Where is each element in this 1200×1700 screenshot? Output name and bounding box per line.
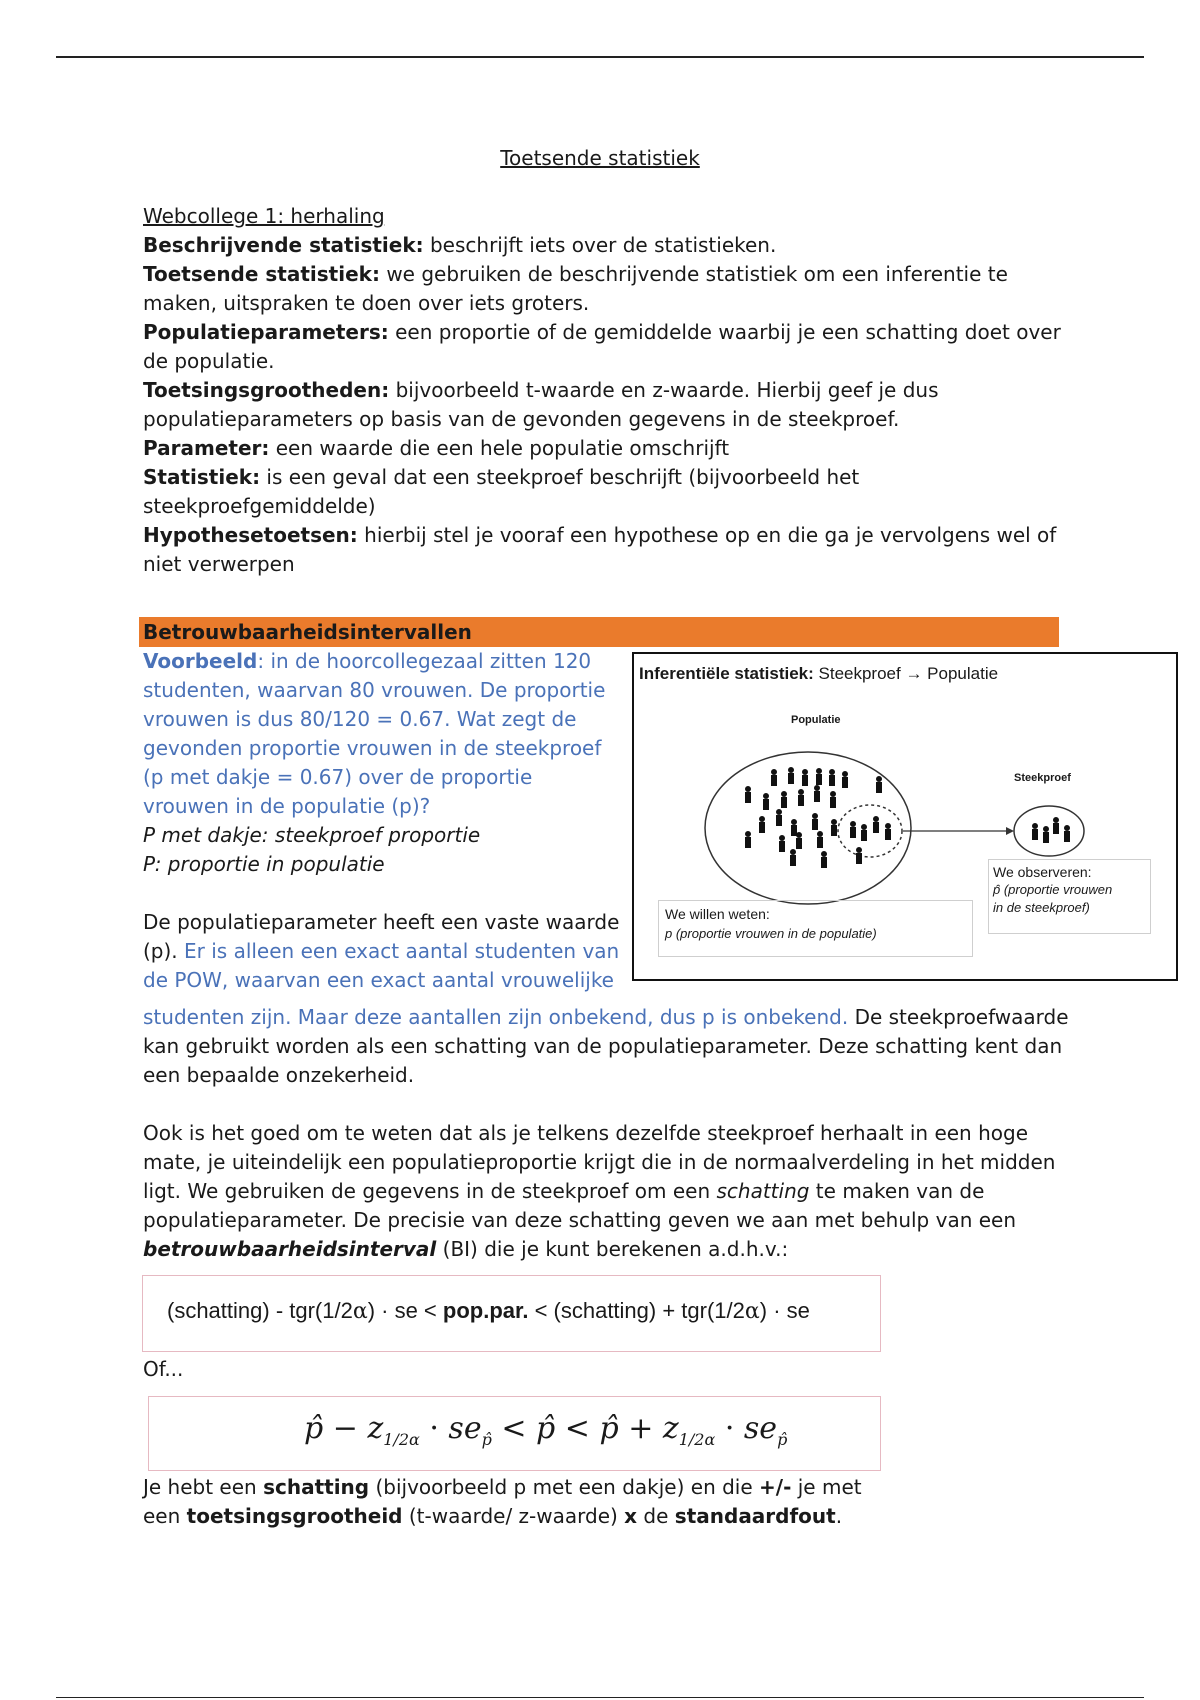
sample-dashed-ellipse bbox=[838, 805, 902, 857]
definition-item: Beschrijvende statistiek: beschrijft iets over de statistieken. bbox=[143, 233, 777, 257]
top-rule bbox=[56, 56, 1144, 58]
definition-item: Populatieparameters: een proportie of de gemiddelde waarbij je een schatting doet over de populatie. bbox=[143, 320, 1061, 373]
definition-item: Hypothesetoetsen: hierbij stel je vooraf een hypothese op en die ga je vervolgens wel of niet verwerpen bbox=[143, 523, 1057, 576]
populatie-label: Populatie bbox=[791, 714, 841, 726]
definition-item: Statistiek: is een geval dat een steekproef beschrijft (bijvoorbeeld het steekproefgemiddelde) bbox=[143, 465, 860, 518]
figure-title: Inferentiële statistiek: Steekproef → Populatie bbox=[639, 664, 999, 683]
definition-item: Toetsende statistiek: we gebruiken de beschrijvende statistiek om een inferentie te maken, uitspraken te doen over iets groters. bbox=[143, 262, 1008, 315]
of-label: Of... bbox=[143, 1357, 184, 1381]
italic-note-1: P met dakje: steekproef proportie bbox=[143, 823, 481, 847]
paragraph-2: Ook is het goed om te weten dat als je telkens dezelfde steekproef herhaalt in een hoge mate, je uiteindelijk een populatieproportie krijgt die in de normaalverdeling in het midden ligt. We gebruiken de gegevens in de steekproef om een schatting te maken van de populatieparameter. De precisie van deze schatting geven we aan met behulp van een betrouwbaarheidsinterval (BI) die je kunt berekenen a.d.h.v.: bbox=[143, 1121, 1056, 1261]
definition-item: Parameter: een waarde die een hele populatie omschrijft bbox=[143, 436, 730, 460]
population-ellipse bbox=[705, 752, 911, 904]
arrow-head bbox=[1006, 827, 1014, 835]
formula-box-2 bbox=[148, 1396, 881, 1471]
formula-box-1 bbox=[142, 1275, 881, 1352]
want-box: We willen weten: p (proportie vrouwen in de populatie) bbox=[658, 900, 973, 957]
italic-note-2: P: proportie in populatie bbox=[143, 852, 385, 876]
steekproef-label: Steekproef bbox=[1014, 772, 1071, 784]
definition-item: Toetsingsgrootheden: bijvoorbeeld t-waarde en z-waarde. Hierbij geef je dus populatieparameters op basis van de gevonden gegevens in de steekproef. bbox=[143, 378, 939, 431]
section1 bbox=[143, 202, 1083, 579]
example-text: Voorbeeld: in de hoorcollegezaal zitten 120 studenten, waarvan 80 vrouwen. De proportie vrouwen is dus 80/120 = 0.67. Wat zegt de gevonden proportie vrouwen in de steekproef (p met dakje = 0.67) over de proportie vrouwen in de populatie (p)? bbox=[143, 649, 606, 818]
formula-1: (schatting) - tgr(1/2α) · se < pop.par. < (schatting) + tgr(1/2α) · se bbox=[167, 1298, 810, 1324]
section-heading-bar bbox=[139, 617, 1059, 647]
section2-heading: Betrouwbaarheidsintervallen bbox=[143, 620, 472, 644]
page-title: Toetsende statistiek bbox=[500, 146, 700, 170]
people-icons bbox=[745, 767, 1070, 868]
observe-box: We observeren: p̂ (proportie vrouwen in de steekproef) bbox=[988, 859, 1151, 934]
para1-start: De populatieparameter heeft een vaste waarde (p). Er is alleen een exact aantal studenten van de POW, waarvan een exact aantal vrouwelijke bbox=[143, 910, 620, 992]
example-block bbox=[143, 647, 623, 995]
formula-2: p̂ − $z_{1/2\alpha} \cdot se_{p̂}$ < p̂ < p̂ + $z_{1/2\alpha} \cdot se_{p̂}$ bbox=[304, 1411, 788, 1449]
inference-figure bbox=[632, 652, 1178, 981]
sample-ellipse bbox=[1014, 806, 1084, 856]
last-paragraph: Je hebt een schatting (bijvoorbeeld p met een dakje) en die +/- je met een toetsingsgrootheid (t-waarde/ z-waarde) x de standaardfout. bbox=[143, 1475, 862, 1528]
bottom-rule bbox=[56, 1697, 1144, 1698]
para1-continued: studenten zijn. Maar deze aantallen zijn onbekend, dus p is onbekend. De steekproefwaarde kan gebruikt worden als een schatting van de populatieparameter. Deze schatting kent dan een bepaalde onzekerheid. bbox=[143, 1005, 1069, 1087]
section1-heading: Webcollege 1: herhaling bbox=[143, 204, 385, 228]
